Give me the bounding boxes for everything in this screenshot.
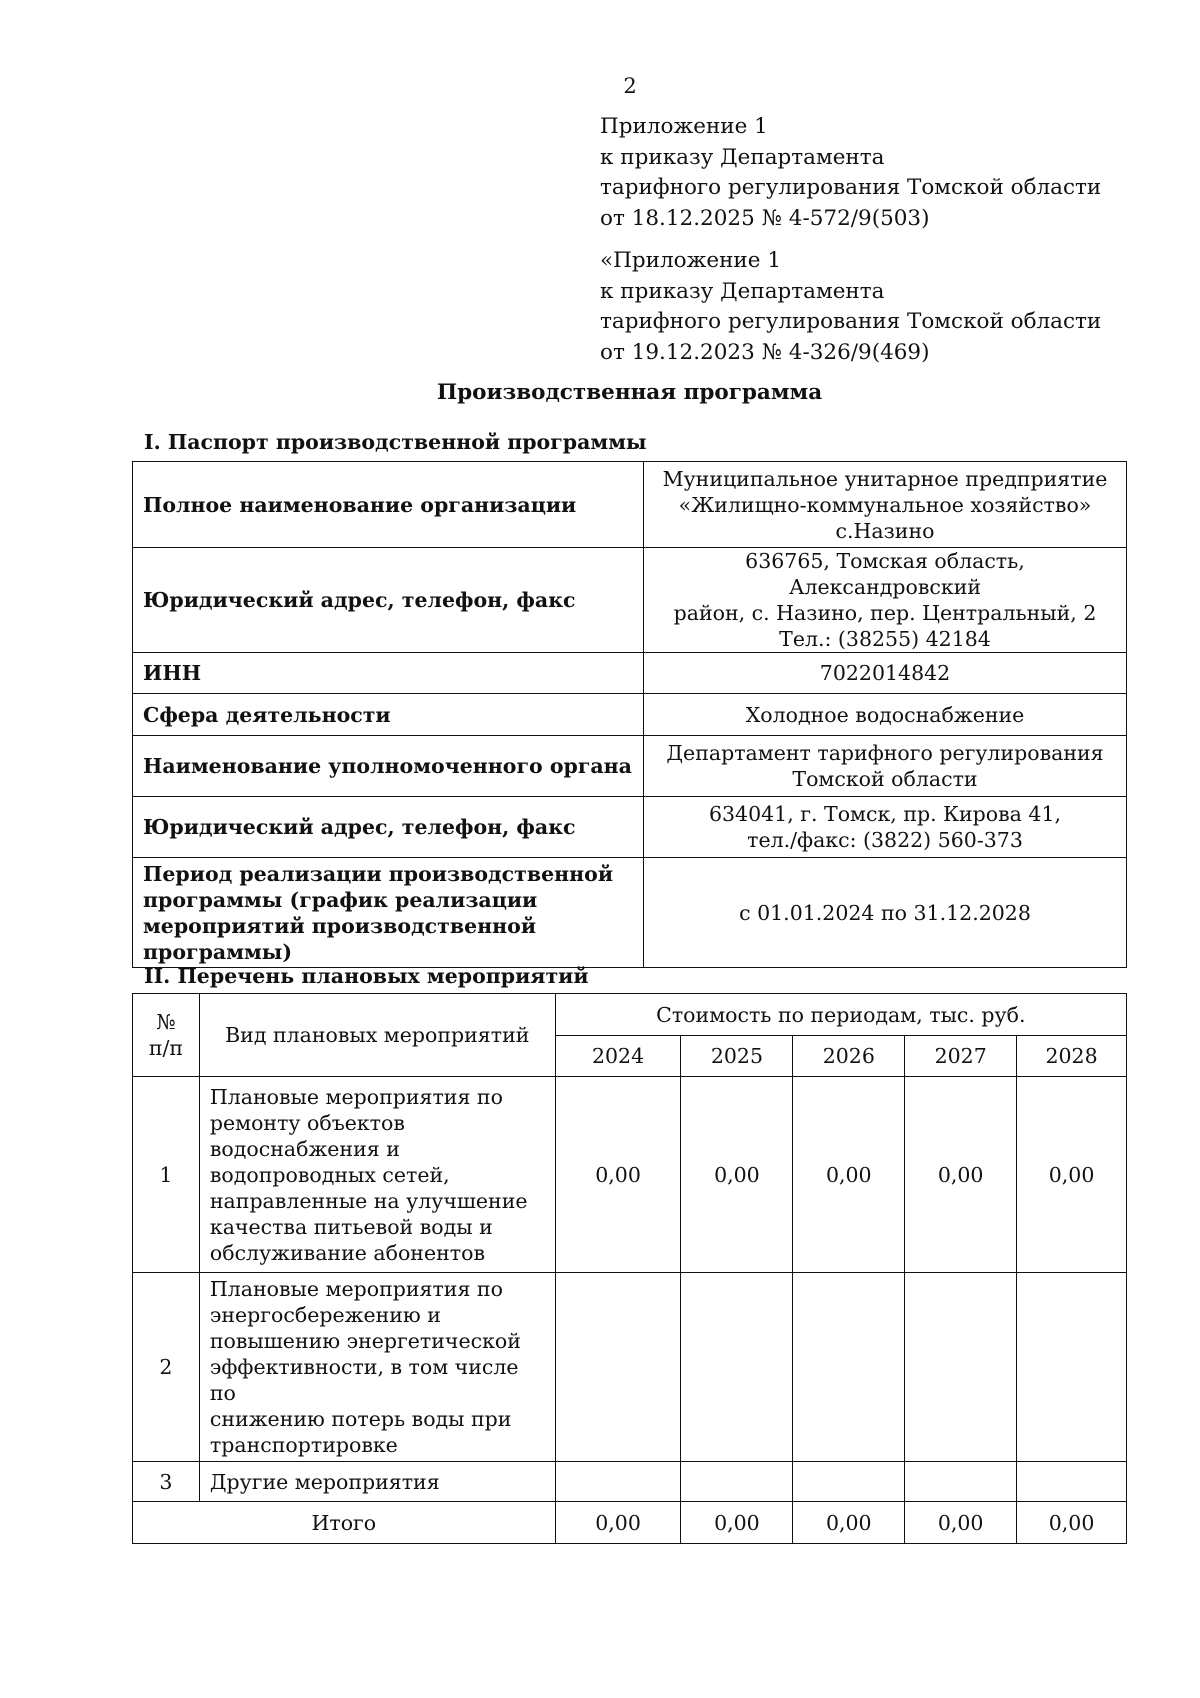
section-1-title: I. Паспорт производственной программы <box>144 430 647 454</box>
passport-row-activity <box>133 694 1127 736</box>
passport-value: 7022014842 <box>644 653 1127 694</box>
row-value <box>555 1273 681 1462</box>
appendix-line: от 18.12.2025 № 4-572/9(503) <box>600 205 930 231</box>
passport-value: 636765, Томская область, Александровский район, с. Назино, пер. Центральный, 2 Тел.: (38255) 42184 <box>644 548 1127 653</box>
total-row <box>133 1502 1127 1544</box>
row-value <box>1017 1273 1127 1462</box>
appendix-line: Приложение 1 <box>600 114 768 139</box>
total-value: 0,00 <box>905 1502 1017 1544</box>
passport-row-period <box>133 858 1127 968</box>
row-num: 3 <box>133 1462 200 1502</box>
table-row <box>133 1273 1127 1462</box>
document-title: Производственная программа <box>436 380 823 405</box>
table-row <box>133 1462 1127 1502</box>
appendix-line: тарифного регулирования Томской области <box>600 175 1102 200</box>
row-value: 0,00 <box>555 1077 681 1273</box>
appendix-line: тарифного регулирования Томской области <box>600 309 1102 334</box>
passport-row-inn <box>133 653 1127 694</box>
passport-table <box>132 461 1127 968</box>
header-kind: Вид плановых мероприятий <box>199 994 555 1077</box>
header-year: 2025 <box>681 1036 793 1077</box>
row-desc: Плановые мероприятия по ремонту объектов водоснабжения и водопроводных сетей, направленные на улучшение качества питьевой воды и обслуживание абонентов <box>199 1077 555 1273</box>
passport-value: Департамент тарифного регулирования Томской области <box>644 736 1127 797</box>
passport-row-authority-address <box>133 797 1127 858</box>
passport-value: 634041, г. Томск, пр. Кирова 41, тел./факс: (3822) 560-373 <box>644 797 1127 858</box>
row-desc: Другие мероприятия <box>199 1462 555 1502</box>
row-num: 2 <box>133 1273 200 1462</box>
header-num: № п/п <box>133 994 200 1077</box>
appendix-line: «Приложение 1 <box>600 248 781 273</box>
row-value <box>681 1462 793 1502</box>
header-year: 2028 <box>1017 1036 1127 1077</box>
passport-value: с 01.01.2024 по 31.12.2028 <box>644 858 1127 968</box>
row-value: 0,00 <box>681 1077 793 1273</box>
total-value: 0,00 <box>681 1502 793 1544</box>
row-value: 0,00 <box>793 1077 905 1273</box>
row-value <box>905 1273 1017 1462</box>
row-value <box>905 1462 1017 1502</box>
row-value <box>555 1462 681 1502</box>
total-value: 0,00 <box>793 1502 905 1544</box>
appendix-line: от 19.12.2023 № 4-326/9(469) <box>600 339 930 365</box>
row-value <box>793 1462 905 1502</box>
passport-label: Сфера деятельности <box>133 694 644 736</box>
passport-label: Полное наименование организации <box>133 462 644 548</box>
page-number: 2 <box>623 74 637 98</box>
passport-row-org-name <box>133 462 1127 548</box>
header-row <box>133 994 1127 1036</box>
header-year: 2024 <box>555 1036 681 1077</box>
measures-table <box>132 993 1127 1544</box>
total-value: 0,00 <box>555 1502 681 1544</box>
table-row <box>133 1077 1127 1273</box>
passport-label: Юридический адрес, телефон, факс <box>133 548 644 653</box>
appendix-previous <box>600 246 1120 368</box>
passport-row-authority <box>133 736 1127 797</box>
row-value <box>1017 1462 1127 1502</box>
appendix-current <box>600 112 1120 234</box>
header-cost: Стоимость по периодам, тыс. руб. <box>555 994 1126 1036</box>
row-value <box>793 1273 905 1462</box>
row-value: 0,00 <box>1017 1077 1127 1273</box>
section-2-title: II. Перечень плановых мероприятий <box>144 964 589 988</box>
header-year: 2026 <box>793 1036 905 1077</box>
header-year: 2027 <box>905 1036 1017 1077</box>
passport-label: ИНН <box>133 653 644 694</box>
passport-value: Муниципальное унитарное предприятие «Жилищно-коммунальное хозяйство» с.Назино <box>644 462 1127 548</box>
row-num: 1 <box>133 1077 200 1273</box>
passport-label: Наименование уполномоченного органа <box>133 736 644 797</box>
passport-row-legal-address <box>133 548 1127 653</box>
appendix-line: к приказу Департамента <box>600 278 885 304</box>
row-value: 0,00 <box>905 1077 1017 1273</box>
total-value: 0,00 <box>1017 1502 1127 1544</box>
passport-value: Холодное водоснабжение <box>644 694 1127 736</box>
appendix-line: к приказу Департамента <box>600 144 885 170</box>
row-value <box>681 1273 793 1462</box>
row-desc: Плановые мероприятия по энергосбережению и повышению энергетической эффективности, в том числе по снижению потерь воды при транспортировке <box>199 1273 555 1462</box>
passport-label: Период реализации производственной программы (график реализации мероприятий производственной программы) <box>133 858 644 968</box>
passport-label: Юридический адрес, телефон, факс <box>133 797 644 858</box>
total-label: Итого <box>133 1502 556 1544</box>
